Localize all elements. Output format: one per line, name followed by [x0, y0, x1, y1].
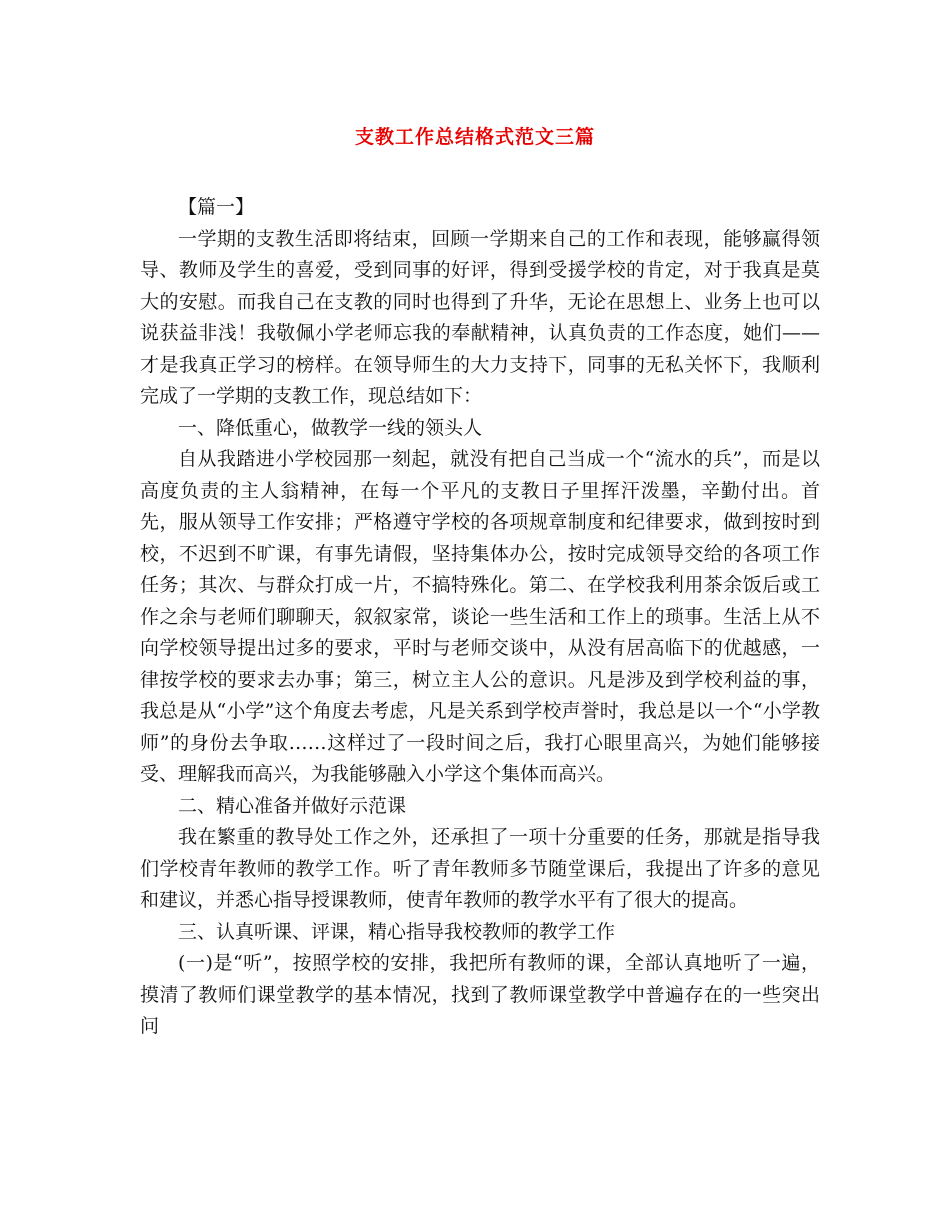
section-heading: 三、认真听课、评课，精心指导我校教师的教学工作: [178, 920, 616, 943]
section-marker: 【篇一】: [178, 196, 255, 218]
body-paragraph: 我在繁重的教导处工作之外，还承担了一项十分重要的任务，那就是指导我们学校青年教师的教学工作。听了青年教师多节随堂课后，我提出了许多的意见和建议，并悉心指导授课教师，使青年教师的教学水平有了很大的提高。: [140, 826, 820, 911]
body-paragraph: (一)是“听”，按照学校的安排，我把所有教师的课，全部认真地听了一遍，摸清了教师们课堂教学的基本情况，找到了教师课堂教学中普遍存在的一些突出问: [140, 952, 820, 1037]
document-body: [140, 192, 820, 1043]
section-heading: 二、精心准备并做好示范课: [178, 794, 407, 817]
body-paragraph: 自从我踏进小学校园那一刻起，就没有把自己当成一个“流水的兵”，而是以高度负责的主人翁精神，在每一个平凡的支教日子里挥汗泼墨，辛勤付出。首先，服从领导工作安排；严格遵守学校的各项规章制度和纪律要求，做到按时到校，不迟到不旷课，有事先请假，坚持集体办公，按时完成领导交给的各项工作任务；其次、与群众打成一片，不搞特殊化。第二、在学校我利用茶余饭后或工作之余与老师们聊聊天，叙叙家常，谈论一些生活和工作上的琐事。生活上从不向学校领导提出过多的要求，平时与老师交谈中，从没有居高临下的优越感，一律按学校的要求去办事；第三，树立主人公的意识。凡是涉及到学校利益的事，我总是从“小学”这个角度去考虑，凡是关系到学校声誉时，我总是以一个“小学教师”的身份去争取……这样过了一段时间之后，我打心眼里高兴，为她们能够接受、理解我而高兴，为我能够融入小学这个集体而高兴。: [140, 448, 820, 785]
document-title: 支教工作总结格式范文三篇: [354, 126, 595, 148]
body-paragraph: 一学期的支教生活即将结束，回顾一学期来自己的工作和表现，能够赢得领导、教师及学生的喜爱，受到同事的好评，得到受援学校的肯定，对于我真是莫大的安慰。而我自己在支教的同时也得到了升华，无论在思想上、业务上也可以说获益非浅！我敬佩小学老师忘我的奉献精神，认真负责的工作态度，她们——才是我真正学习的榜样。在领导师生的大力支持下，同事的无私关怀下，我顺利完成了一学期的支教工作，现总结如下：: [140, 227, 820, 407]
section-heading: 一、降低重心，做教学一线的领头人: [178, 416, 483, 439]
